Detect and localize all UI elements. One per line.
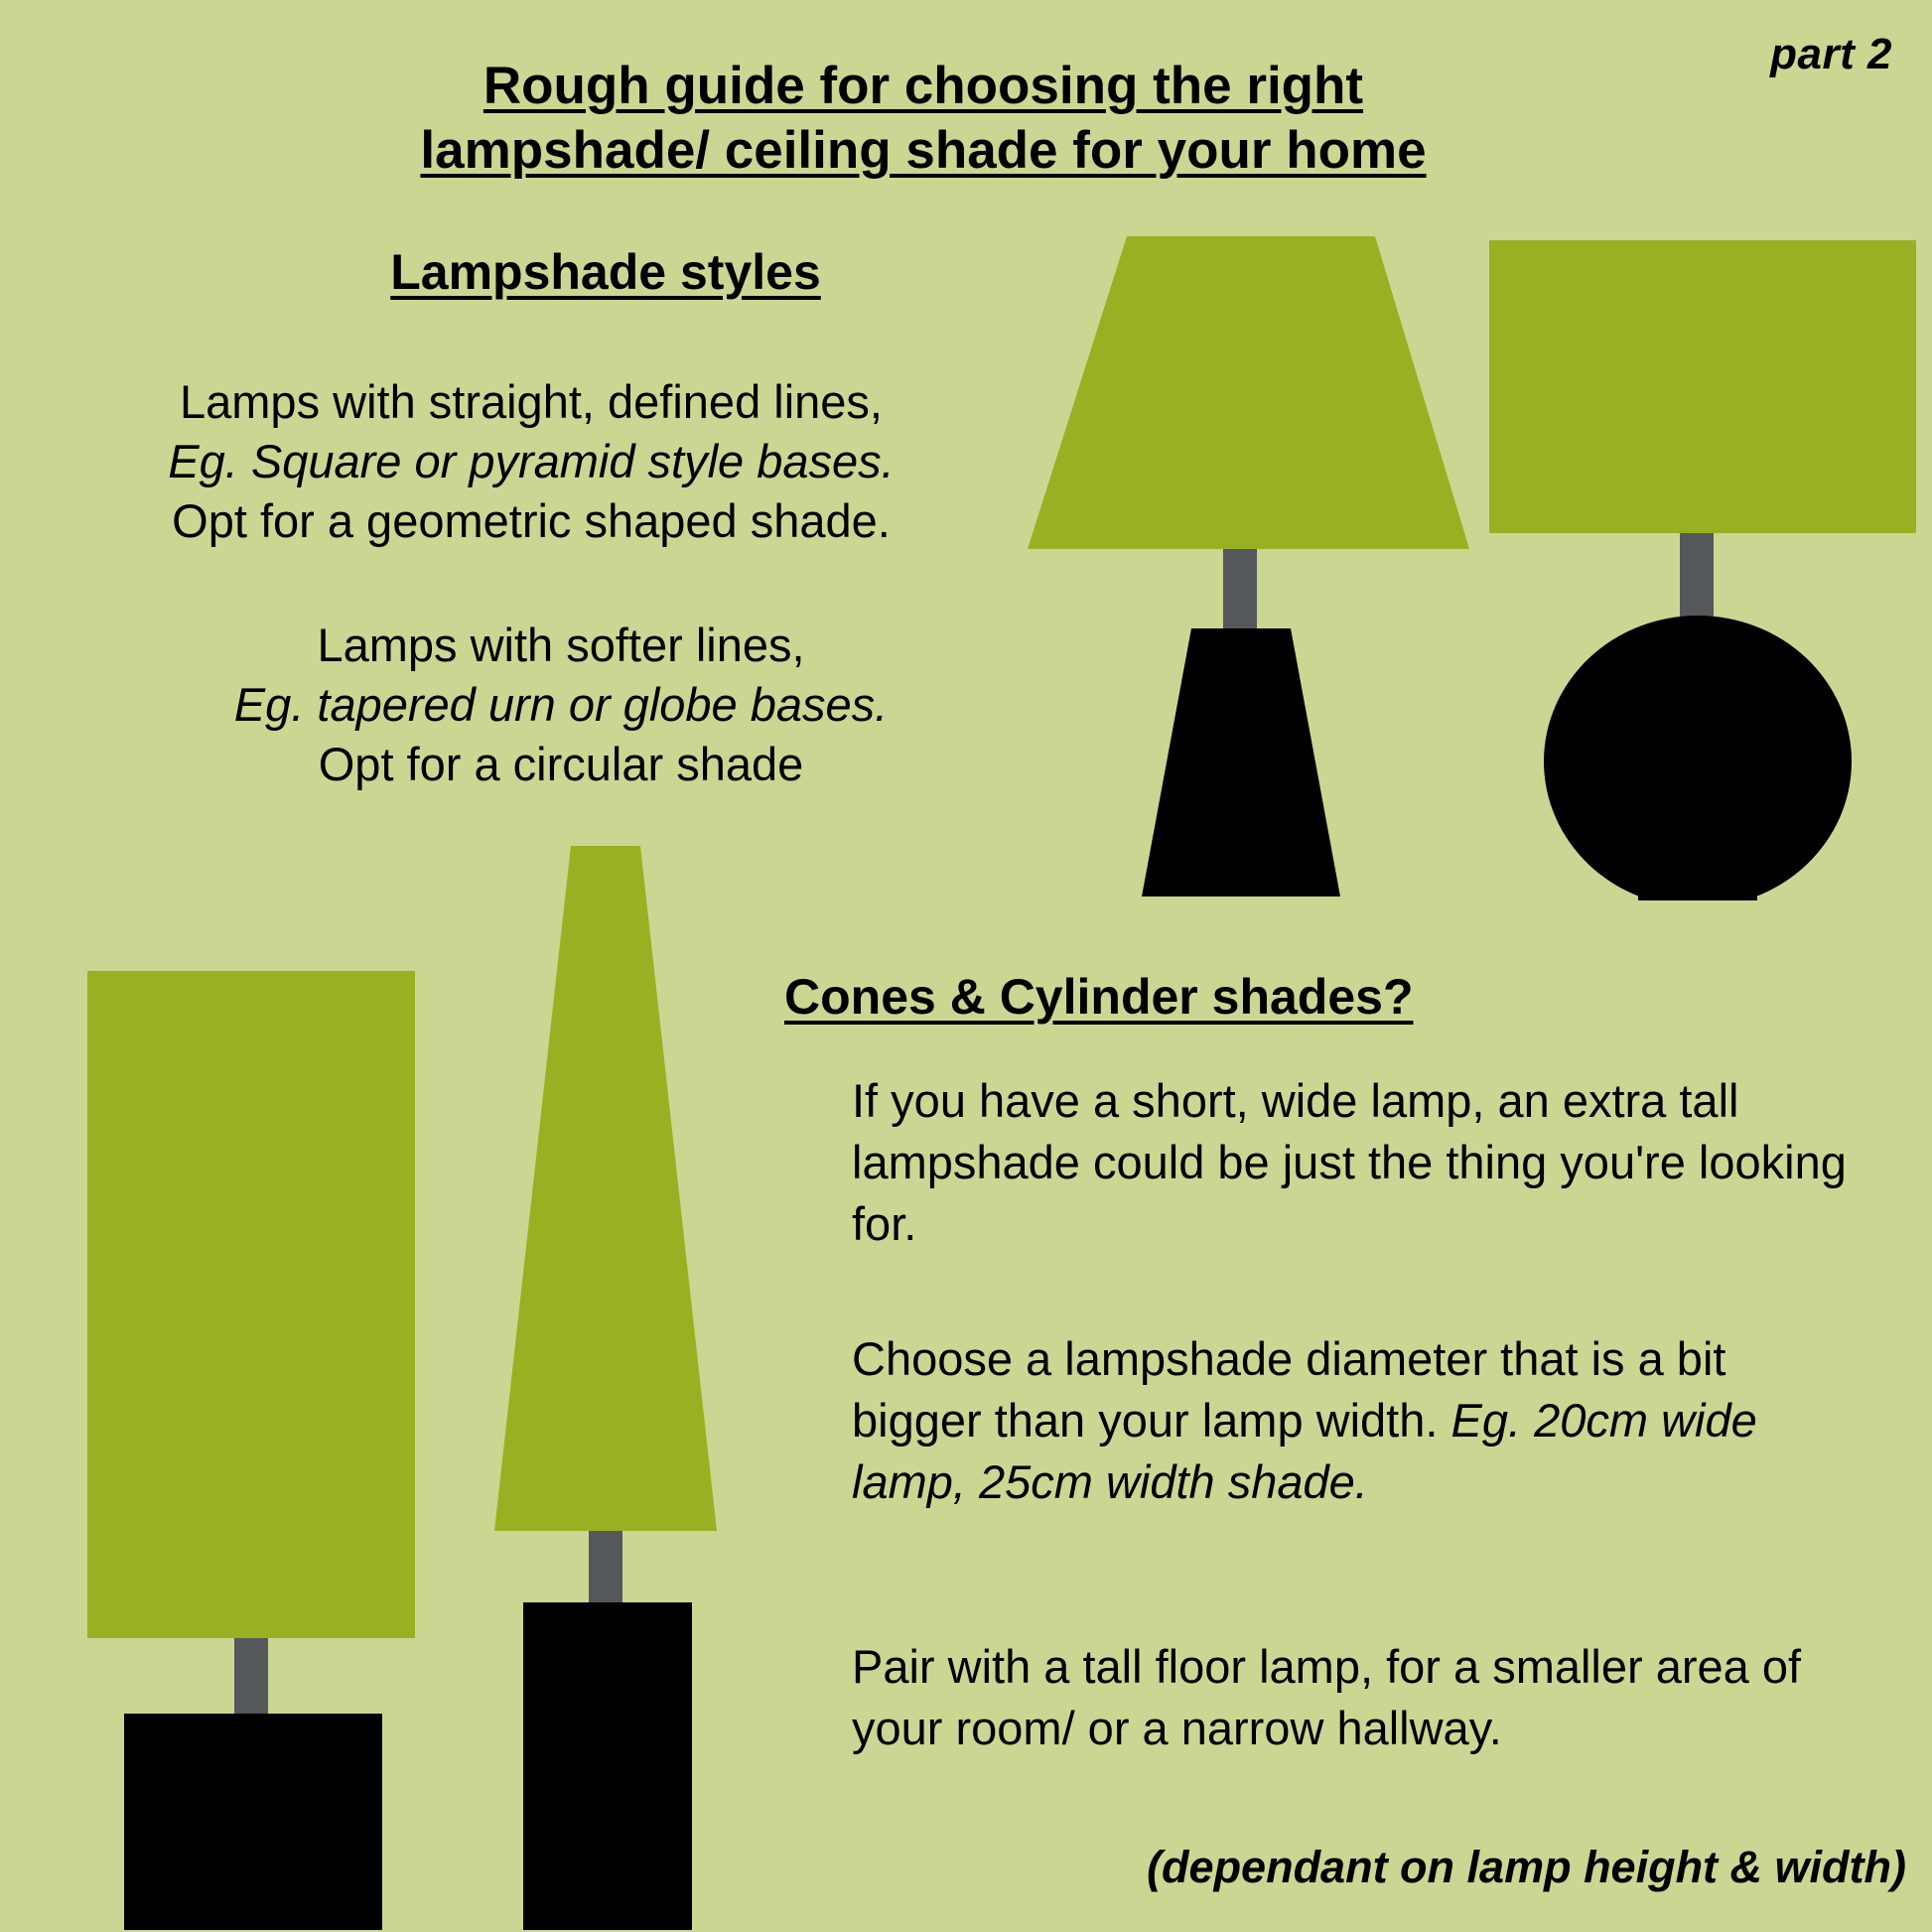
lamp-base-globe bbox=[1544, 616, 1852, 900]
page-title-line-1: Rough guide for choosing the right bbox=[483, 57, 1364, 115]
paragraph-diameter-advice-example: Eg. 20cm wide lamp, 25cm width shade. bbox=[852, 1394, 1757, 1509]
lamp-neck bbox=[1223, 549, 1257, 638]
lamp-base-conical bbox=[1142, 628, 1340, 897]
tapered-shade-conical-base-lamp bbox=[1003, 236, 1499, 901]
rectangular-shade-globe-base-lamp bbox=[1489, 240, 1926, 900]
lamp-neck bbox=[1680, 533, 1714, 622]
paragraph-soft-lines-line-1: Lamps with softer lines, bbox=[317, 619, 805, 671]
page-title bbox=[298, 55, 1549, 183]
lamp-shade-cylinder bbox=[87, 971, 415, 1638]
paragraph-straight-lines-line-1: Lamps with straight, defined lines, bbox=[180, 375, 883, 428]
lamp-base-foot bbox=[1638, 876, 1757, 900]
section-heading-lampshade-styles: Lampshade styles bbox=[390, 244, 821, 300]
lamp-shade-cone bbox=[494, 846, 717, 1531]
paragraph-straight-lines-line-3: Opt for a geometric shaped shade. bbox=[172, 494, 891, 548]
tall-cylinder-shade-lamp bbox=[87, 971, 425, 1932]
tall-cone-shade-lamp bbox=[482, 846, 730, 1932]
lamp-shade-rectangular bbox=[1489, 240, 1916, 533]
part-label: part 2 bbox=[1770, 30, 1892, 78]
footnote: (dependant on lamp height & width) bbox=[1147, 1842, 1906, 1892]
paragraph-floor-lamp-advice: Pair with a tall floor lamp, for a smaller area of your room/ or a narrow hallway. bbox=[852, 1640, 1802, 1755]
lamp-shade-tapered bbox=[1028, 236, 1469, 549]
lamp-base-rectangular bbox=[523, 1602, 692, 1930]
paragraph-soft-lines-line-2: Eg. tapered urn or globe bases. bbox=[233, 678, 889, 732]
lamp-base-square bbox=[124, 1714, 382, 1930]
paragraph-straight-lines-line-2: Eg. Square or pyramid style bases. bbox=[168, 435, 895, 488]
lamp-neck bbox=[234, 1638, 268, 1714]
paragraph-diameter-advice bbox=[852, 1328, 1864, 1513]
paragraph-short-wide-lamp: If you have a short, wide lamp, an extra tall lampshade could be just the thing you're looking for. bbox=[852, 1074, 1847, 1251]
section-heading-cones-cylinders: Cones & Cylinder shades? bbox=[784, 969, 1414, 1025]
paragraph-straight-lines bbox=[55, 372, 1008, 551]
paragraph-soft-lines bbox=[109, 616, 1013, 794]
lamp-neck bbox=[589, 1531, 622, 1602]
paragraph-soft-lines-line-3: Opt for a circular shade bbox=[318, 738, 804, 791]
page-title-line-2: lampshade/ ceiling shade for your home bbox=[420, 120, 1427, 180]
paragraph-diameter-advice-main: Choose a lampshade diameter that is a bit bigger than your lamp width. bbox=[852, 1332, 1726, 1448]
